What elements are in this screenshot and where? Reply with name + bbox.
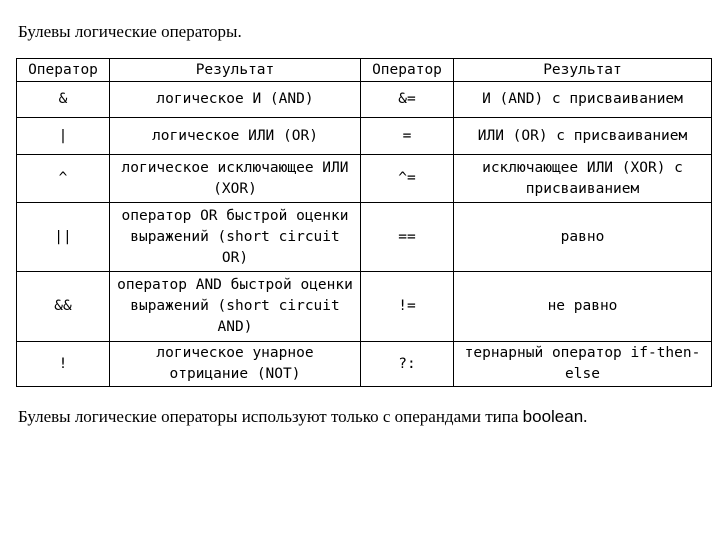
operator-cell: & bbox=[17, 82, 110, 118]
header-operator-1: Оператор bbox=[17, 59, 110, 82]
operator-cell: &= bbox=[361, 82, 454, 118]
operator-cell: = bbox=[361, 118, 454, 155]
operator-cell: ! bbox=[17, 342, 110, 387]
result-cell: оператор AND быстрой оценки выражений (short circuit AND) bbox=[110, 272, 361, 342]
header-result-2: Результат bbox=[454, 59, 712, 82]
result-cell: тернарный оператор if-then-else bbox=[454, 342, 712, 387]
operator-cell: || bbox=[17, 203, 110, 272]
footer-note bbox=[18, 406, 658, 428]
operator-cell: ?: bbox=[361, 342, 454, 387]
result-cell: логическое исключающее ИЛИ (XOR) bbox=[110, 155, 361, 203]
table-row bbox=[17, 203, 712, 272]
page-title: Булевы логические операторы. bbox=[18, 22, 242, 41]
footer-period: . bbox=[583, 407, 588, 426]
result-cell: исключающее ИЛИ (XOR) с присваиванием bbox=[454, 155, 712, 203]
result-cell: логическое унарное отрицание (NOT) bbox=[110, 342, 361, 387]
table-row bbox=[17, 82, 712, 118]
table-row bbox=[17, 272, 712, 342]
operator-cell: == bbox=[361, 203, 454, 272]
result-cell: не равно bbox=[454, 272, 712, 342]
operator-cell: ^= bbox=[361, 155, 454, 203]
result-cell: логическое И (AND) bbox=[110, 82, 361, 118]
footer-type-name: boolean bbox=[522, 407, 584, 426]
operator-cell: | bbox=[17, 118, 110, 155]
result-cell: оператор OR быстрой оценки выражений (short circuit OR) bbox=[110, 203, 361, 272]
header-operator-2: Оператор bbox=[361, 59, 454, 82]
operator-cell: && bbox=[17, 272, 110, 342]
operator-cell: ^ bbox=[17, 155, 110, 203]
table-header-row bbox=[17, 59, 712, 82]
operator-cell: != bbox=[361, 272, 454, 342]
result-cell: логическое ИЛИ (OR) bbox=[110, 118, 361, 155]
result-cell: И (AND) с присваиванием bbox=[454, 82, 712, 118]
result-cell: равно bbox=[454, 203, 712, 272]
result-cell: ИЛИ (OR) с присваиванием bbox=[454, 118, 712, 155]
table-row bbox=[17, 118, 712, 155]
operators-table bbox=[16, 58, 712, 387]
header-result-1: Результат bbox=[110, 59, 361, 82]
table-row bbox=[17, 155, 712, 203]
table-row bbox=[17, 342, 712, 387]
footer-text: Булевы логические операторы используют только с операндами типа bbox=[18, 407, 519, 426]
